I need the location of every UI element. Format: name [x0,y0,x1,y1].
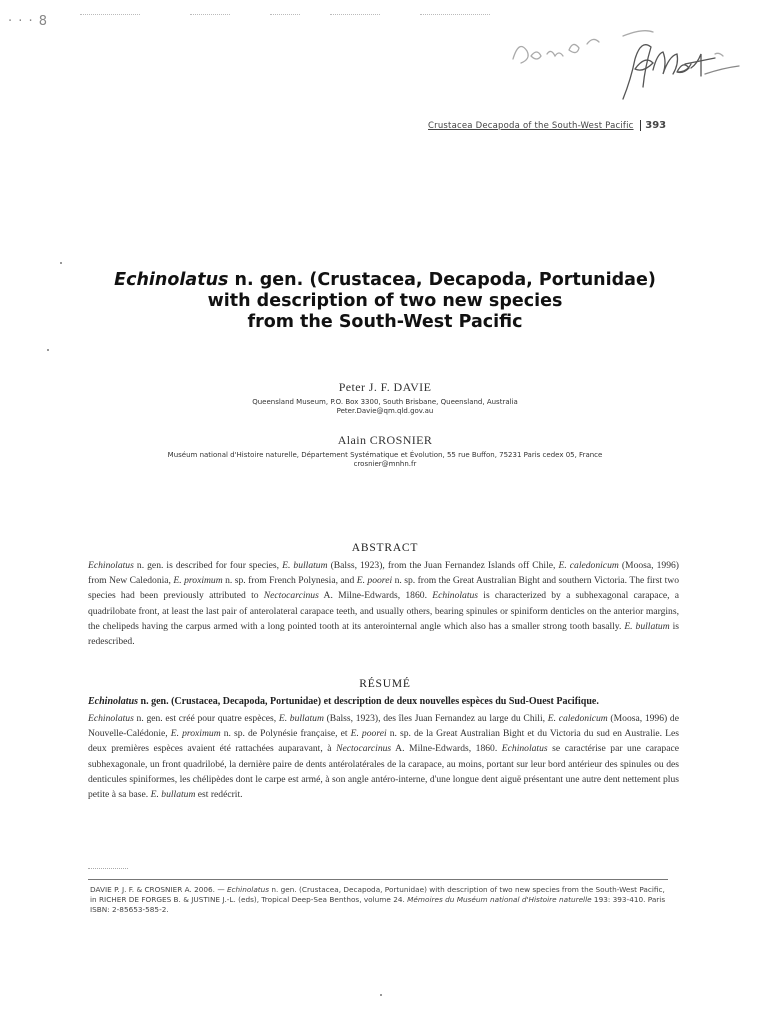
species-name: E. bullatum [278,713,324,724]
species-name: E. caledonicum [547,713,608,724]
genus-name: Echinolatus [88,696,139,707]
resume-title-text: n. gen. (Crustacea, Decapoda, Portunidae) et description de deux nouvelles espèces du Sud-Ouest Pacifique. [138,696,599,707]
paper-title [60,270,710,333]
resume-text: (Balss, 1923), des îles Juan Fernandez au large du Chili, [323,713,548,724]
scan-dots [420,14,490,17]
scan-dots [330,14,380,17]
abstract-text: is characterized by a subhexagonal carapace, a quadrilobate front, at least the last pair of anterolateral carapace teeth, and usually others, bearing spinules or spiniform denticles on the anterior margins, the chelipeds having the carpus armed with a long pointed tooth at its anterointernal angle which also has a smaller strong tooth basally. [88,590,679,632]
page-number: 393 [640,120,666,131]
abstract-text: n. sp. from French Polynesia, and [222,575,357,587]
abstract-text: (Balss, 1923), from the Juan Fernandez Islands off Chile, [327,560,559,571]
affiliation-line: Muséum national d'Histoire naturelle, Département Systématique et Évolution, 55 rue Buffon, 75231 Paris cedex 05, France [167,451,603,459]
species-name: E. proximum [170,728,221,740]
affiliation-line: Queensland Museum, P.O. Box 3300, South Brisbane, Queensland, Australia [252,398,518,406]
running-header [428,120,683,131]
genus-name: Echinolatus [88,713,134,724]
author-email: Peter.Davie@qm.qld.gov.au [336,407,434,415]
author-name: Alain CROSNIER [337,433,433,447]
resume-text: se caractérise par une carapace subhexagonale, un front quadrilobé, la dernière paire de dents antérolatérales de la carapace, au moins, portant sur leur bord antérieur des spinules ou des denticules spiniformes, les chélipèdes dont le carpe est armé, à son angle antéro-interne, d'une longue dent aiguë présentant une autre dent nettement plus petite à sa base. [88,743,679,801]
resume-text: n. sp. de Polynésie française, et [220,728,351,740]
species-name: E. caledonicum [558,560,619,571]
series-name: Mémoires du Muséum national d'Histoire naturelle [407,894,592,904]
title-genus: Echinolatus [114,270,229,290]
title-line-2: with description of two new species [207,291,563,311]
abstract-text: (Moosa, 1996) from New Caledonia, [88,560,679,587]
scan-dots [190,14,230,17]
scan-speck [47,349,49,351]
running-title: Crustacea Decapoda of the South-West Pacific [428,121,634,131]
species-name: E. bullatum [624,620,670,632]
resume-text: est redécrit. [195,789,243,801]
genus-name: Echinolatus [226,885,270,894]
genus-name: Nectocarcinus [336,743,392,755]
title-line-3: from the South-West Pacific [247,312,523,332]
title-line-1-rest: n. gen. (Crustacea, Decapoda, Portunidae) [228,270,656,290]
resume-text: A. Milne-Edwards, 1860. [391,743,502,755]
resume-heading: RÉSUMÉ [359,678,411,690]
citation-tail: 193: 393-410. Paris ISBN: 2-85653-585-2. [90,894,666,914]
scan-speck [60,262,62,264]
abstract-text: n. gen. is described for four species, [133,560,283,571]
resume-body [88,711,679,802]
resume-title [88,696,688,707]
abstract-text: A. Milne-Edwards, 1860. [318,590,433,602]
genus-name: Echinolatus [432,590,479,602]
scan-speck [380,994,382,996]
genus-name: Echinolatus [501,743,548,755]
author-affiliation [90,398,680,416]
abstract-heading: ABSTRACT [351,542,419,554]
scan-corner-mark: · · · 8 [8,14,49,29]
author-email: crosnier@mnhn.fr [353,460,417,468]
genus-name: Echinolatus [88,560,134,571]
author-affiliation [90,451,680,469]
species-name: E. poorei [350,728,387,740]
species-name: E. poorei [356,575,393,587]
author-name: Peter J. F. DAVIE [338,380,432,394]
species-name: E. bullatum [282,560,328,571]
resume-text: n. gen. est créé pour quatre espèces, [133,713,279,724]
resume-text: n. sp. de la Great Australian Bight et du Victoria du sud en Australie. Les deux premières espèces avaient été rattachées auparavant, à [88,728,679,755]
scan-dots [88,868,128,869]
scan-dots [80,14,140,17]
abstract-text: is redescribed. [88,620,679,648]
scan-dots [270,14,300,17]
abstract-text: n. sp. from the Great Australian Bight and southern Victoria. The first two species had been previously attributed to [88,575,679,602]
genus-name: Nectocarcinus [263,590,319,602]
citation-footnote [90,885,668,914]
abstract-body [88,558,679,649]
handwritten-signature [505,14,760,114]
species-name: E. bullatum [150,789,196,801]
resume-text: (Moosa, 1996) de Nouvelle-Calédonie, [88,713,679,740]
footnote-rule [88,879,668,880]
citation-authors: DAVIE P. J. F. & CROSNIER A. 2006. — [90,885,227,894]
citation-text: n. gen. (Crustacea, Decapoda, Portunidae) with description of two new species from the South-West Pacific, in RICHER DE FORGES B. & JUSTINE J.-L. (eds), Tropical Deep-Sea Benthos, volume 24. [90,885,665,904]
title-line-1 [60,270,710,291]
species-name: E. proximum [173,575,223,587]
